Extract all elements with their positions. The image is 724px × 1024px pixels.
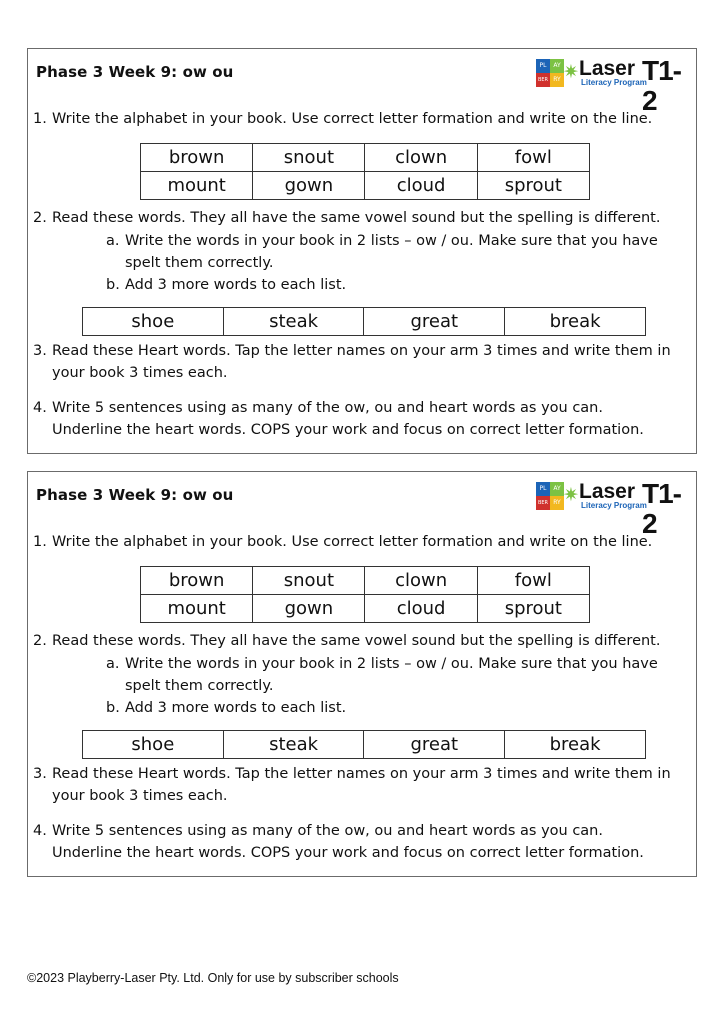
subtask-label: b.: [106, 700, 120, 716]
task-2a-cont: spelt them correctly.: [125, 255, 274, 271]
logo-brand: Laser: [579, 57, 636, 80]
task-text: Write 5 sentences using as many of the ow, ou and heart words as you can.: [52, 823, 603, 839]
word-cell: brown: [141, 567, 253, 595]
heart-word-cell: shoe: [83, 308, 224, 336]
word-cell: snout: [253, 144, 365, 172]
word-cell: fowl: [477, 144, 589, 172]
task-text: Write 5 sentences using as many of the ow, ou and heart words as you can.: [52, 400, 603, 416]
word-cell: mount: [141, 172, 253, 200]
task-text: Read these words. They all have the same vowel sound but the spelling is different.: [52, 633, 661, 649]
task-number: 4.: [33, 823, 47, 839]
heart-word-cell: great: [364, 731, 505, 759]
logo-level: T1-2: [642, 55, 681, 116]
task-2a-cont: spelt them correctly.: [125, 678, 274, 694]
task-number: 3.: [33, 766, 47, 782]
heart-word-cell: great: [364, 308, 505, 336]
mosaic-text: RY: [550, 496, 564, 510]
word-cell: clown: [365, 144, 477, 172]
logo-subtitle: Literacy Program: [581, 78, 647, 87]
subtask-label: a.: [106, 656, 120, 672]
word-cell: sprout: [477, 172, 589, 200]
word-table: [140, 143, 590, 200]
mosaic-text: RY: [550, 73, 564, 87]
laser-logo: [536, 478, 692, 539]
copyright-footer: ©2023 Playberry-Laser Pty. Ltd. Only for use by subscriber schools: [27, 971, 399, 985]
table-row: [141, 172, 590, 200]
word-cell: fowl: [477, 567, 589, 595]
heart-word-cell: shoe: [83, 731, 224, 759]
subtask-text: Write the words in your book in 2 lists – ow / ou. Make sure that you have: [125, 233, 658, 249]
word-cell: clown: [365, 567, 477, 595]
task-number: 1.: [33, 534, 47, 550]
task-3-cont: your book 3 times each.: [52, 788, 228, 804]
logo-brand: Laser: [579, 480, 636, 503]
word-cell: gown: [253, 595, 365, 623]
word-cell: cloud: [365, 595, 477, 623]
heart-words-table: [82, 307, 646, 336]
playberry-mosaic-icon: [536, 59, 564, 87]
word-cell: snout: [253, 567, 365, 595]
word-cell: cloud: [365, 172, 477, 200]
table-row: [141, 144, 590, 172]
subtask-text: Add 3 more words to each list.: [125, 277, 347, 293]
table-row: [141, 567, 590, 595]
task-number: 3.: [33, 343, 47, 359]
word-cell: sprout: [477, 595, 589, 623]
task-number: 2.: [33, 633, 47, 649]
task-4-cont: Underline the heart words. COPS your work and focus on correct letter formation.: [52, 845, 644, 861]
task-4-cont: Underline the heart words. COPS your work and focus on correct letter formation.: [52, 422, 644, 438]
task-text: Read these words. They all have the same vowel sound but the spelling is different.: [52, 210, 661, 226]
worksheet-card-1: [27, 48, 697, 454]
table-row: [83, 731, 646, 759]
mosaic-text: AY: [550, 482, 564, 496]
table-row: [141, 595, 590, 623]
mosaic-text: PL: [536, 482, 550, 496]
heart-words-table: [82, 730, 646, 759]
mosaic-text: BER: [536, 496, 550, 510]
laser-logo: [536, 55, 692, 116]
subtask-label: b.: [106, 277, 120, 293]
card-title: Phase 3 Week 9: ow ou: [36, 486, 234, 504]
task-text: Write the alphabet in your book. Use correct letter formation and write on the line.: [52, 534, 653, 550]
task-3-cont: your book 3 times each.: [52, 365, 228, 381]
heart-word-cell: break: [505, 308, 646, 336]
word-cell: mount: [141, 595, 253, 623]
mosaic-text: PL: [536, 59, 550, 73]
word-cell: gown: [253, 172, 365, 200]
heart-word-cell: steak: [223, 731, 364, 759]
word-cell: brown: [141, 144, 253, 172]
subtask-label: a.: [106, 233, 120, 249]
logo-subtitle: Literacy Program: [581, 501, 647, 510]
task-number: 2.: [33, 210, 47, 226]
card-title: Phase 3 Week 9: ow ou: [36, 63, 234, 81]
heart-word-cell: break: [505, 731, 646, 759]
word-table: [140, 566, 590, 623]
playberry-mosaic-icon: [536, 482, 564, 510]
logo-level: T1-2: [642, 478, 681, 539]
starburst-icon: ✷: [563, 61, 579, 83]
subtask-text: Write the words in your book in 2 lists – ow / ou. Make sure that you have: [125, 656, 658, 672]
mosaic-text: AY: [550, 59, 564, 73]
task-text: Write the alphabet in your book. Use correct letter formation and write on the line.: [52, 111, 653, 127]
heart-word-cell: steak: [223, 308, 364, 336]
mosaic-text: BER: [536, 73, 550, 87]
worksheet-card-2: [27, 471, 697, 877]
table-row: [83, 308, 646, 336]
task-number: 1.: [33, 111, 47, 127]
subtask-text: Add 3 more words to each list.: [125, 700, 347, 716]
task-number: 4.: [33, 400, 47, 416]
starburst-icon: ✷: [563, 484, 579, 506]
task-text: Read these Heart words. Tap the letter names on your arm 3 times and write them in: [52, 343, 671, 359]
task-text: Read these Heart words. Tap the letter names on your arm 3 times and write them in: [52, 766, 671, 782]
